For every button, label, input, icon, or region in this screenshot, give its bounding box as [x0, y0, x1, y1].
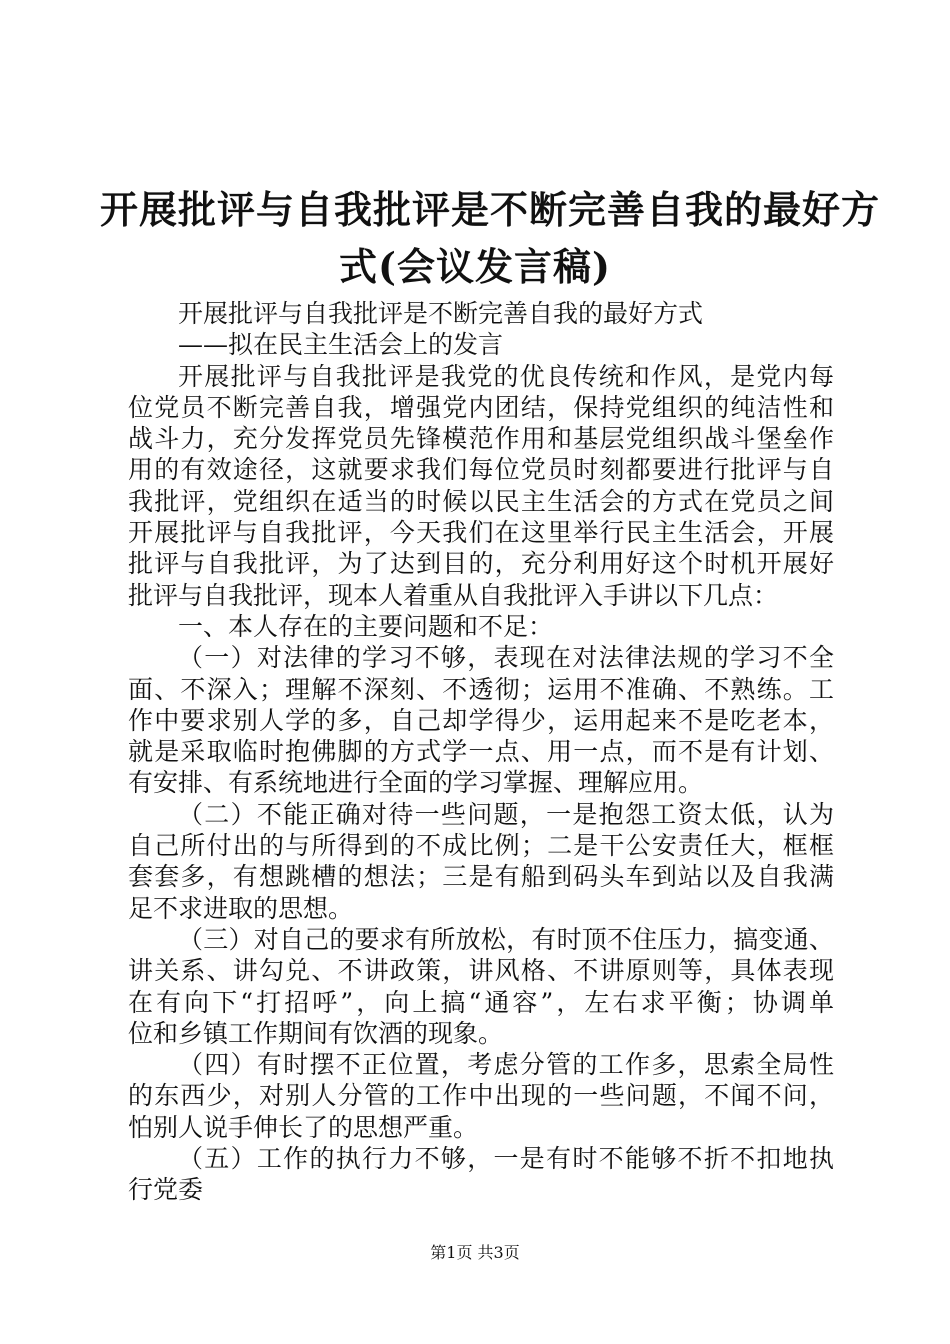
document-body	[128, 298, 834, 1206]
body-line: 批评与自我批评，为了达到目的，充分利用好这个时机开展好	[128, 549, 834, 579]
document-title-line-1: 开展批评与自我批评是不断完善自我的最好方	[100, 187, 881, 232]
body-line: 有安排、有系统地进行全面的学习掌握、理解应用。	[128, 768, 704, 798]
body-line: ——拟在民主生活会上的发言	[178, 330, 504, 360]
body-line: 一、本人存在的主要问题和不足：	[178, 611, 554, 641]
body-line: 开展批评与自我批评是我党的优良传统和作风，是党内每	[178, 361, 834, 391]
body-line: （五）工作的执行力不够，一是有时不能够不折不扣地执	[178, 1144, 834, 1174]
body-line: 战斗力，充分发挥党员先锋模范作用和基层党组织战斗堡垒作	[128, 424, 834, 454]
body-line: 在有向下“打招呼”，向上搞“通容”，左右求平衡；协调单	[128, 987, 834, 1017]
body-line: 批评与自我批评，现本人着重从自我批评入手讲以下几点：	[128, 580, 779, 610]
body-line: 怕别人说手伸长了的思想严重。	[128, 1112, 479, 1142]
body-line: 位和乡镇工作期间有饮酒的现象。	[128, 1018, 504, 1048]
body-line: 足不求进取的思想。	[128, 893, 354, 923]
body-line: 套套多，有想跳槽的想法；三是有船到码头车到站以及自我满	[128, 862, 834, 892]
body-line: （四）有时摆不正位置，考虑分管的工作多，思索全局性	[178, 1050, 834, 1080]
body-line: 就是采取临时抱佛脚的方式学一点、用一点，而不是有计划、	[128, 737, 834, 767]
body-line: 位党员不断完善自我，增强党内团结，保持党组织的纯洁性和	[128, 392, 834, 422]
body-line: 行党委	[128, 1175, 204, 1205]
body-line: 我批评，党组织在适当的时候以民主生活会的方式在党员之间	[128, 486, 834, 516]
page-footer: 第1页 共3页	[430, 1243, 520, 1262]
body-line: （二）不能正确对待一些问题，一是抱怨工资太低，认为	[178, 799, 834, 829]
body-line: （一）对法律的学习不够，表现在对法律法规的学习不全	[178, 643, 834, 673]
body-line: 用的有效途径，这就要求我们每位党员时刻都要进行批评与自	[128, 455, 834, 485]
body-line: 开展批评与自我批评是不断完善自我的最好方式	[178, 299, 704, 328]
body-line: 作中要求别人学的多，自己却学得少，运用起来不是吃老本，	[128, 705, 834, 735]
body-line: 面、不深入；理解不深刻、不透彻；运用不准确、不熟练。工	[128, 674, 834, 704]
body-line: 讲关系、讲勾兑、不讲政策，讲风格、不讲原则等，具体表现	[128, 956, 834, 986]
body-line: 开展批评与自我批评，今天我们在这里举行民主生活会，开展	[128, 518, 834, 548]
body-line: 自己所付出的与所得到的不成比例；二是干公安责任大，框框	[128, 831, 834, 861]
body-line: 的东西少，对别人分管的工作中出现的一些问题，不闻不问，	[128, 1081, 834, 1111]
document-title-line-2: 式(会议发言稿)	[339, 244, 611, 289]
body-line: （三）对自己的要求有所放松，有时顶不住压力，搞变通、	[178, 924, 834, 954]
